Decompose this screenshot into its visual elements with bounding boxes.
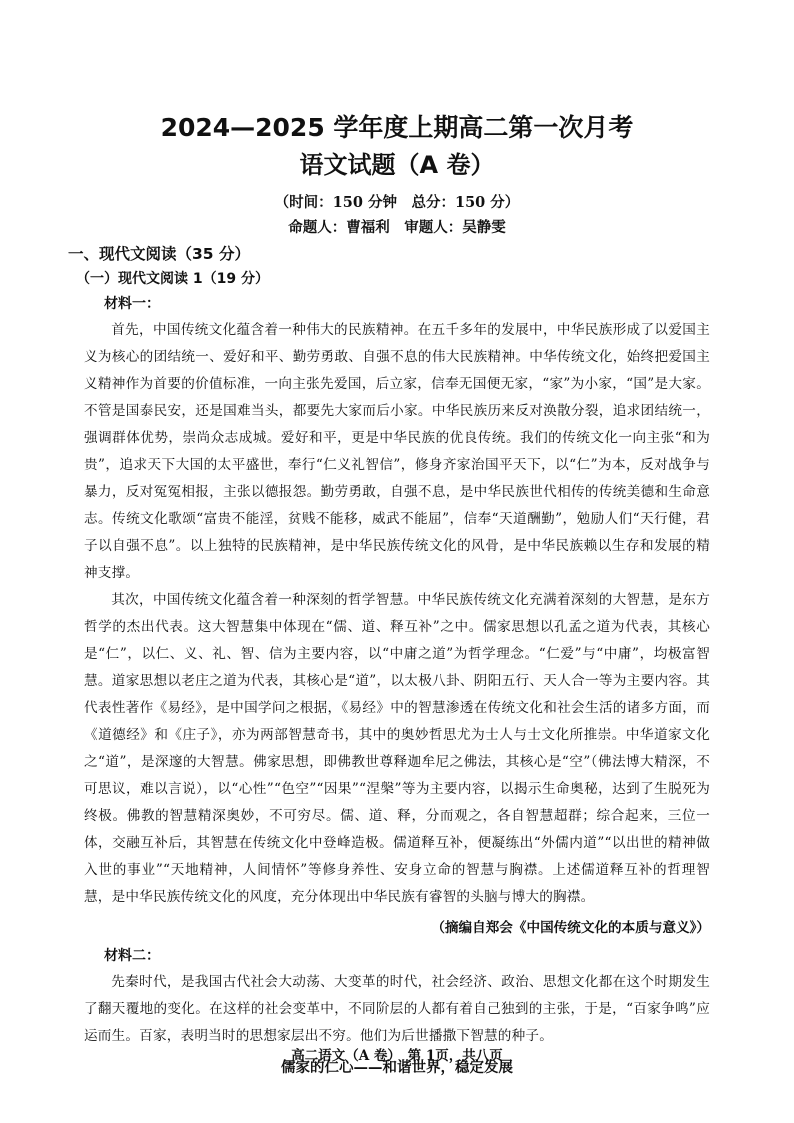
material-2-label: 材料二：	[104, 948, 160, 964]
exam-title: 2024—2025 学年度上期高二第一次月考	[160, 113, 634, 142]
section-heading-reading: 一、现代文阅读（35 分）	[68, 245, 250, 263]
material-1-paragraph-1: 首先，中国传统文化蕴含着一种伟大的民族精神。在五千多年的发展中，中华民族形成了以爱国主义为核心的团结统一、爱好和平、勤劳勇敢、自强不息的伟大民族精神。中华传统文化，始终把爱国主义精神作为首要的价值标准，一向主张先爱国，后立家，信奉无国便无家，“家”为小家，“国”是大家。不管是国泰民安，还是国难当头，都要先大家而后小家。中华民族历来反对涣散分裂，追求团结统一，强调群体优势，崇尚众志成城。爱好和平，更是中华民族的优良传统。我们的传统文化一向主张“和为贵”，追求天下大国的太平盛世，奉行“仁义礼智信”，修身齐家治国平天下，以“仁”为本，反对战争与暴力，反对冤冤相报，主张以德报怨。勤劳勇敢，自强不息，是中华民族世代相传的传统美德和生命意志。传统文化歌颂“富贵不能淫，贫贱不能移，威武不能屈”，信奉“天道酬勤”，勉励人们“天行健，君子以自强不息”。以上独特的民族精神，是中华民族传统文化的风骨，是中华民族赖以生存和发展的精神支撑。	[84, 322, 710, 581]
material-1-label: 材料一：	[104, 296, 160, 312]
page-footer: 高二语文（A 卷） 第 1页，共八页	[291, 1048, 503, 1064]
material-2-heading: 儒家的仁心——和谐世界，稳定发展	[281, 1060, 513, 1076]
material-2-paragraph-1: 先秦时代，是我国古代社会大动荡、大变革的时代，社会经济、政治、思想文化都在这个时期发生了翻天覆地的变化。在这样的社会变革中，不同阶层的人都有着自己独到的主张，于是，“百家争鸣”应运而生。百家，表明当时的思想家层出不穷。他们为后世播撒下智慧的种子。	[84, 974, 710, 1044]
exam-subtitle: 语文试题（A 卷）	[299, 151, 495, 179]
material-1-source: （摘编自郑会《中国传统文化的本质与意义》）	[431, 920, 710, 936]
material-1-paragraph-2: 其次，中国传统文化蕴含着一种深刻的哲学智慧。中华民族传统文化充满着深刻的大智慧，是东方哲学的杰出代表。这大智慧集中体现在“儒、道、释互补”之中。儒家思想以孔孟之道为代表，其核心是“仁”，以仁、义、礼、智、信为主要内容，以“中庸之道”为哲学理念。“仁爱”与“中庸”，均极富智慧。道家思想以老庄之道为代表，其核心是“道”，以太极八卦、阴阳五行、天人合一等为主要内容。其代表性著作《易经》，是中国学问之根据，《易经》中的智慧渗透在传统文化和社会生活的诸多方面，而《道德经》和《庄子》，亦为两部智慧奇书，其中的奥妙哲思尤为士人与士文化所推崇。中华道家文化之“道”，是深邃的大智慧。佛家思想，即佛教世尊释迦牟尼之佛法，其核心是“空”（佛法博大精深，不可思议，难以言说），以“心性”“色空”“因果”“涅槃”等为主要内容，以揭示生命奥秘，达到了生脱死为终极。佛教的智慧精深奥妙，不可穷尽。儒、道、释，分而观之，各自智慧超群；综合起来，三位一体，交融互补后，其智慧在传统文化中登峰造极。儒道释互补，便凝练出“外儒内道”“以出世的精神做入世的事业”“天地精神，人间情怀”等修身养性、安身立命的智慧与胸襟。上述儒道释互补的哲理智慧，是中华民族传统文化的风度，充分体现出中华民族有睿智的头脑与博大的胸襟。	[84, 592, 710, 905]
time-info: （时间：150 分钟 总分：150 分）	[274, 194, 520, 211]
subsection-heading-reading-1: （一）现代文阅读 1（19 分）	[76, 271, 269, 287]
authors-line: 命题人：曹福利 审题人：吴静雯	[288, 219, 506, 236]
